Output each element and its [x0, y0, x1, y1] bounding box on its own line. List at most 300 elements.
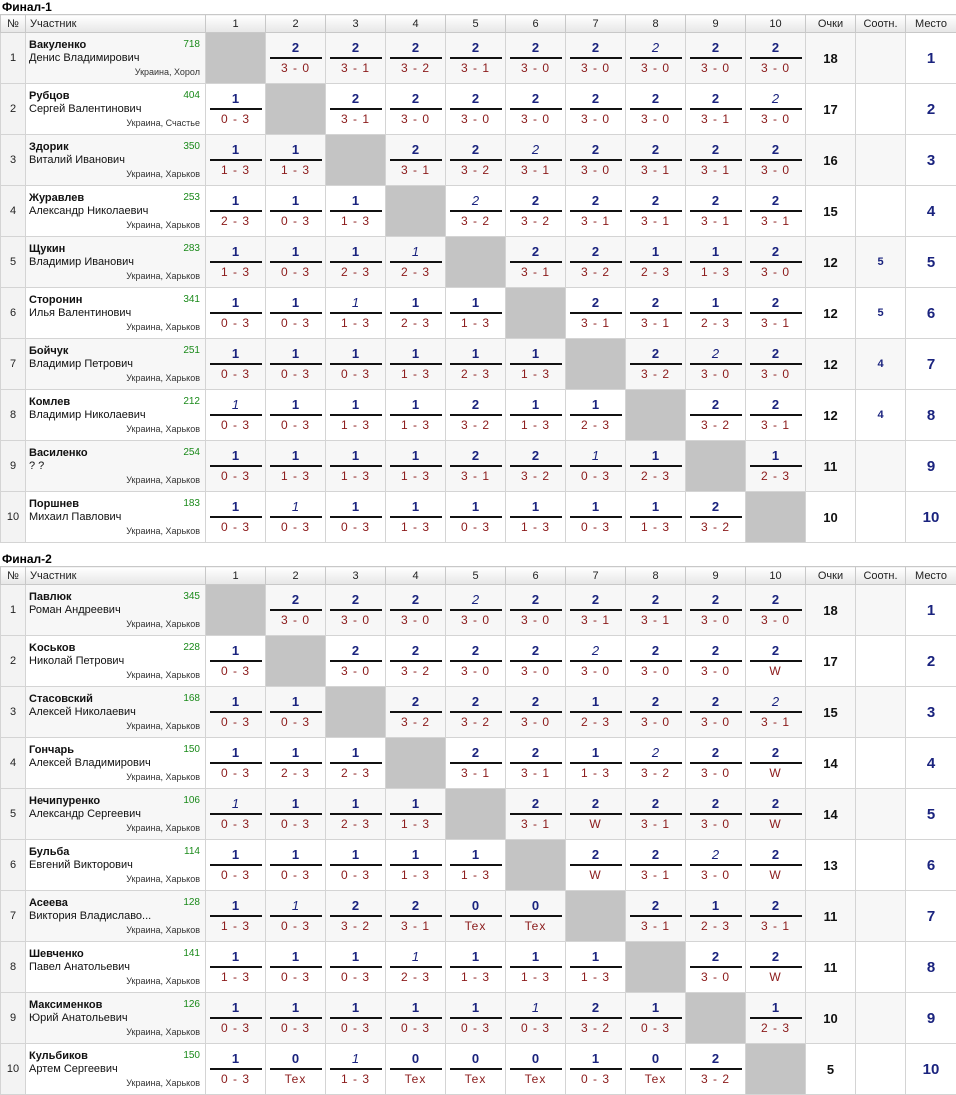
game-cell[interactable]	[746, 993, 806, 1044]
game-cell[interactable]	[206, 1044, 266, 1095]
game-cell[interactable]	[566, 993, 626, 1044]
game-cell[interactable]	[746, 33, 806, 84]
game-cell[interactable]	[626, 84, 686, 135]
game-cell[interactable]	[326, 237, 386, 288]
col-header-points[interactable]: Очки	[806, 567, 856, 585]
game-divider	[330, 762, 382, 764]
game-cell[interactable]	[446, 441, 506, 492]
game-cell[interactable]	[446, 84, 506, 135]
game-cell[interactable]	[506, 687, 566, 738]
game-score: 3 - 1	[521, 766, 550, 781]
player-last-name[interactable]: Комлев	[29, 396, 70, 408]
game-cell[interactable]	[626, 687, 686, 738]
game-cell[interactable]	[206, 84, 266, 135]
game-cell[interactable]	[446, 585, 506, 636]
game-points: 1	[412, 796, 419, 812]
game-cell[interactable]	[386, 492, 446, 543]
game-cell[interactable]	[746, 441, 806, 492]
game-points: 2	[412, 40, 419, 56]
game-cell[interactable]	[266, 942, 326, 993]
game-cell[interactable]	[326, 441, 386, 492]
player-last-name[interactable]: Василенко	[29, 447, 88, 459]
col-header-opponent[interactable]: 5	[446, 567, 506, 585]
game-cell[interactable]	[386, 585, 446, 636]
col-header-player[interactable]: Участник	[26, 15, 206, 33]
player-last-name[interactable]: Щукин	[29, 243, 65, 255]
player-cell[interactable]	[26, 636, 206, 687]
col-header-opponent[interactable]: 3	[326, 15, 386, 33]
game-cell[interactable]	[686, 237, 746, 288]
player-last-name[interactable]: Павлюк	[29, 591, 72, 603]
game-cell[interactable]	[446, 942, 506, 993]
col-header-opponent[interactable]: 9	[686, 15, 746, 33]
player-last-name[interactable]: Вакуленко	[29, 39, 86, 51]
game-points: 1	[592, 745, 599, 761]
col-header-opponent[interactable]: 2	[266, 567, 326, 585]
game-cell[interactable]	[506, 390, 566, 441]
game-cell[interactable]	[626, 891, 686, 942]
game-cell[interactable]	[266, 585, 326, 636]
game-cell[interactable]	[506, 585, 566, 636]
game-cell[interactable]	[326, 390, 386, 441]
game-result	[566, 1044, 625, 1094]
col-header-num[interactable]: №	[1, 15, 26, 33]
game-cell[interactable]	[506, 993, 566, 1044]
game-cell[interactable]	[326, 942, 386, 993]
game-cell[interactable]	[446, 492, 506, 543]
game-cell[interactable]	[266, 441, 326, 492]
game-cell[interactable]	[746, 339, 806, 390]
player-city: Украина, Харьков	[126, 976, 200, 986]
game-cell[interactable]	[506, 237, 566, 288]
game-cell[interactable]	[266, 738, 326, 789]
game-cell[interactable]	[326, 993, 386, 1044]
game-cell[interactable]	[626, 492, 686, 543]
game-cell[interactable]	[686, 390, 746, 441]
col-header-ratio[interactable]: Соотн.	[856, 567, 906, 585]
game-cell[interactable]	[386, 789, 446, 840]
game-cell[interactable]	[746, 186, 806, 237]
game-cell[interactable]	[566, 186, 626, 237]
game-cell[interactable]	[266, 288, 326, 339]
game-cell[interactable]	[566, 687, 626, 738]
game-cell[interactable]	[626, 789, 686, 840]
game-cell[interactable]	[206, 687, 266, 738]
game-cell[interactable]	[506, 84, 566, 135]
col-header-opponent[interactable]: 9	[686, 567, 746, 585]
player-cell[interactable]	[26, 237, 206, 288]
game-cell[interactable]	[746, 288, 806, 339]
game-cell[interactable]	[686, 585, 746, 636]
game-cell[interactable]	[326, 84, 386, 135]
player-cell[interactable]	[26, 33, 206, 84]
game-cell[interactable]	[506, 492, 566, 543]
self-cell	[446, 789, 506, 840]
game-cell[interactable]	[506, 186, 566, 237]
game-score: 1 - 3	[341, 316, 370, 331]
game-cell[interactable]	[206, 339, 266, 390]
game-cell[interactable]	[686, 1044, 746, 1095]
col-header-opponent[interactable]: 1	[206, 15, 266, 33]
player-last-name[interactable]: Бульба	[29, 846, 69, 858]
game-points: 1	[292, 346, 299, 362]
game-cell[interactable]	[566, 789, 626, 840]
game-result	[686, 942, 745, 992]
col-header-num[interactable]: №	[1, 567, 26, 585]
game-cell[interactable]	[386, 1044, 446, 1095]
player-cell[interactable]	[26, 789, 206, 840]
game-cell[interactable]	[446, 1044, 506, 1095]
game-result	[206, 840, 265, 890]
col-header-opponent[interactable]: 10	[746, 15, 806, 33]
game-cell[interactable]	[206, 942, 266, 993]
game-cell[interactable]	[566, 390, 626, 441]
col-header-ratio[interactable]: Соотн.	[856, 15, 906, 33]
game-cell[interactable]	[206, 789, 266, 840]
game-cell[interactable]	[746, 789, 806, 840]
player-cell[interactable]	[26, 993, 206, 1044]
player-last-name[interactable]: Кульбиков	[29, 1050, 88, 1062]
game-cell[interactable]	[326, 288, 386, 339]
game-cell[interactable]	[566, 135, 626, 186]
game-cell[interactable]	[206, 441, 266, 492]
game-cell[interactable]	[746, 840, 806, 891]
ratio-value	[856, 492, 906, 543]
game-result	[326, 840, 385, 890]
game-cell[interactable]	[686, 738, 746, 789]
game-cell[interactable]	[446, 891, 506, 942]
game-score: 3 - 2	[641, 367, 670, 382]
col-header-opponent[interactable]: 1	[206, 567, 266, 585]
player-first-name: Евгений Викторович	[29, 859, 133, 871]
game-divider	[330, 1068, 382, 1070]
col-header-opponent[interactable]: 4	[386, 567, 446, 585]
game-result	[386, 1044, 445, 1094]
ratio-value: 4	[856, 339, 906, 390]
game-cell[interactable]	[386, 33, 446, 84]
game-score: 3 - 0	[281, 613, 310, 628]
game-cell[interactable]	[566, 492, 626, 543]
game-cell[interactable]	[386, 390, 446, 441]
game-cell[interactable]	[566, 636, 626, 687]
game-cell[interactable]	[626, 135, 686, 186]
game-cell[interactable]	[626, 993, 686, 1044]
player-cell[interactable]	[26, 891, 206, 942]
game-result	[386, 585, 445, 635]
final-2-section	[0, 552, 956, 1095]
player-last-name[interactable]: Стасовский	[29, 693, 93, 705]
row-number: 8	[1, 390, 26, 441]
player-city: Украина, Харьков	[126, 823, 200, 833]
game-cell[interactable]	[506, 339, 566, 390]
game-cell[interactable]	[566, 942, 626, 993]
game-cell[interactable]	[446, 636, 506, 687]
player-cell[interactable]	[26, 738, 206, 789]
game-cell[interactable]	[746, 84, 806, 135]
col-header-opponent[interactable]: 8	[626, 15, 686, 33]
game-cell[interactable]	[386, 135, 446, 186]
player-last-name[interactable]: Асеева	[29, 897, 68, 909]
game-cell[interactable]	[266, 186, 326, 237]
game-cell[interactable]	[266, 789, 326, 840]
player-cell[interactable]	[26, 390, 206, 441]
game-cell[interactable]	[506, 738, 566, 789]
col-header-opponent[interactable]: 2	[266, 15, 326, 33]
game-score: 1 - 3	[461, 970, 490, 985]
game-cell[interactable]	[746, 942, 806, 993]
game-cell[interactable]	[746, 390, 806, 441]
col-header-opponent[interactable]: 6	[506, 567, 566, 585]
game-cell[interactable]	[566, 33, 626, 84]
game-cell[interactable]	[386, 237, 446, 288]
col-header-opponent[interactable]: 4	[386, 15, 446, 33]
game-cell[interactable]	[506, 1044, 566, 1095]
player-cell[interactable]	[26, 441, 206, 492]
game-cell[interactable]	[266, 492, 326, 543]
game-cell[interactable]	[566, 1044, 626, 1095]
player-last-name[interactable]: Поршнев	[29, 498, 79, 510]
game-divider	[510, 660, 562, 662]
player-first-name: Владимир Иванович	[29, 256, 134, 268]
game-cell[interactable]	[446, 687, 506, 738]
game-cell[interactable]	[326, 33, 386, 84]
game-cell[interactable]	[266, 687, 326, 738]
col-header-place[interactable]: Место	[906, 567, 956, 585]
player-cell[interactable]	[26, 84, 206, 135]
game-cell[interactable]	[206, 492, 266, 543]
game-cell[interactable]	[686, 636, 746, 687]
game-cell[interactable]	[746, 687, 806, 738]
game-cell[interactable]	[626, 339, 686, 390]
game-cell[interactable]	[746, 738, 806, 789]
game-cell[interactable]	[326, 492, 386, 543]
player-last-name[interactable]: Рубцов	[29, 90, 70, 102]
player-last-name[interactable]: Бойчук	[29, 345, 68, 357]
game-cell[interactable]	[566, 441, 626, 492]
game-points: 1	[232, 949, 239, 965]
game-points: 1	[592, 448, 599, 464]
game-cell[interactable]	[686, 942, 746, 993]
game-cell[interactable]	[686, 339, 746, 390]
game-cell[interactable]	[446, 288, 506, 339]
game-cell[interactable]	[566, 738, 626, 789]
game-cell[interactable]	[386, 84, 446, 135]
game-cell[interactable]	[446, 840, 506, 891]
game-cell[interactable]	[266, 1044, 326, 1095]
game-cell[interactable]	[386, 441, 446, 492]
col-header-opponent[interactable]: 5	[446, 15, 506, 33]
game-cell[interactable]	[746, 237, 806, 288]
col-header-opponent[interactable]: 3	[326, 567, 386, 585]
game-cell[interactable]	[326, 789, 386, 840]
game-cell[interactable]	[626, 288, 686, 339]
game-cell[interactable]	[566, 840, 626, 891]
game-cell[interactable]	[386, 891, 446, 942]
game-cell[interactable]	[206, 186, 266, 237]
game-cell[interactable]	[386, 942, 446, 993]
game-cell[interactable]	[746, 585, 806, 636]
player-cell[interactable]	[26, 492, 206, 543]
player-last-name[interactable]: Нечипуренко	[29, 795, 100, 807]
game-cell[interactable]	[266, 840, 326, 891]
game-cell[interactable]	[206, 993, 266, 1044]
game-cell[interactable]	[626, 840, 686, 891]
game-divider	[210, 813, 262, 815]
game-cell[interactable]	[686, 840, 746, 891]
game-cell[interactable]	[626, 33, 686, 84]
ratio-value	[856, 441, 906, 492]
player-last-name[interactable]: Шевченко	[29, 948, 84, 960]
game-cell[interactable]	[446, 738, 506, 789]
game-cell[interactable]	[266, 339, 326, 390]
game-cell[interactable]	[326, 840, 386, 891]
player-cell[interactable]	[26, 186, 206, 237]
game-cell[interactable]	[566, 84, 626, 135]
game-cell[interactable]	[506, 942, 566, 993]
player-cell[interactable]	[26, 339, 206, 390]
game-cell[interactable]	[506, 891, 566, 942]
game-points: 1	[292, 847, 299, 863]
total-points: 18	[806, 33, 856, 84]
game-cell[interactable]	[446, 390, 506, 441]
game-result	[686, 840, 745, 890]
player-cell[interactable]	[26, 288, 206, 339]
game-score: W	[769, 817, 781, 832]
game-points: 1	[412, 346, 419, 362]
game-cell[interactable]	[686, 891, 746, 942]
player-cell[interactable]	[26, 1044, 206, 1095]
game-cell[interactable]	[326, 585, 386, 636]
game-cell[interactable]	[626, 636, 686, 687]
game-cell[interactable]	[386, 339, 446, 390]
game-cell[interactable]	[326, 1044, 386, 1095]
game-cell[interactable]	[686, 186, 746, 237]
game-divider	[390, 711, 442, 713]
game-cell[interactable]	[746, 891, 806, 942]
game-cell[interactable]	[566, 288, 626, 339]
game-cell[interactable]	[386, 687, 446, 738]
game-cell[interactable]	[206, 237, 266, 288]
game-cell[interactable]	[506, 441, 566, 492]
col-header-opponent[interactable]: 10	[746, 567, 806, 585]
game-cell[interactable]	[506, 135, 566, 186]
col-header-opponent[interactable]: 7	[566, 567, 626, 585]
game-cell[interactable]	[446, 33, 506, 84]
game-cell[interactable]	[206, 135, 266, 186]
game-cell[interactable]	[566, 585, 626, 636]
game-result	[686, 84, 745, 134]
game-cell[interactable]	[506, 33, 566, 84]
game-cell[interactable]	[566, 237, 626, 288]
col-header-place[interactable]: Место	[906, 15, 956, 33]
game-cell[interactable]	[266, 135, 326, 186]
game-cell[interactable]	[446, 993, 506, 1044]
game-cell[interactable]	[746, 636, 806, 687]
game-cell[interactable]	[266, 390, 326, 441]
game-cell[interactable]	[686, 84, 746, 135]
game-cell[interactable]	[386, 636, 446, 687]
game-cell[interactable]	[686, 135, 746, 186]
game-cell[interactable]	[626, 441, 686, 492]
col-header-points[interactable]: Очки	[806, 15, 856, 33]
game-cell[interactable]	[266, 237, 326, 288]
col-header-opponent[interactable]: 7	[566, 15, 626, 33]
game-cell[interactable]	[686, 789, 746, 840]
place-value: 5	[906, 237, 956, 288]
player-last-name[interactable]: Сторонин	[29, 294, 82, 306]
player-last-name[interactable]: Максименков	[29, 999, 102, 1011]
game-points: 2	[292, 592, 299, 608]
col-header-opponent[interactable]: 6	[506, 15, 566, 33]
player-last-name[interactable]: Здорик	[29, 141, 69, 153]
game-cell[interactable]	[206, 840, 266, 891]
player-cell[interactable]	[26, 585, 206, 636]
game-cell[interactable]	[326, 891, 386, 942]
game-cell[interactable]	[206, 891, 266, 942]
game-cell[interactable]	[506, 636, 566, 687]
game-cell[interactable]	[686, 492, 746, 543]
game-cell[interactable]	[626, 186, 686, 237]
game-cell[interactable]	[266, 993, 326, 1044]
game-points: 2	[472, 142, 479, 158]
col-header-player[interactable]: Участник	[26, 567, 206, 585]
game-cell[interactable]	[206, 288, 266, 339]
game-result	[446, 687, 505, 737]
game-cell[interactable]	[326, 339, 386, 390]
col-header-opponent[interactable]: 8	[626, 567, 686, 585]
game-cell[interactable]	[206, 738, 266, 789]
player-cell[interactable]	[26, 687, 206, 738]
player-first-name: Денис Владимирович	[29, 52, 139, 64]
self-cell	[266, 84, 326, 135]
game-cell[interactable]	[386, 288, 446, 339]
game-cell[interactable]	[686, 33, 746, 84]
game-cell[interactable]	[506, 789, 566, 840]
game-score: 0 - 3	[281, 715, 310, 730]
player-last-name[interactable]: Журавлев	[29, 192, 84, 204]
game-cell[interactable]	[326, 186, 386, 237]
game-cell[interactable]	[266, 891, 326, 942]
game-cell[interactable]	[626, 738, 686, 789]
player-last-name[interactable]: Гончарь	[29, 744, 74, 756]
game-cell[interactable]	[446, 339, 506, 390]
player-cell[interactable]	[26, 135, 206, 186]
game-cell[interactable]	[266, 33, 326, 84]
game-cell[interactable]	[446, 186, 506, 237]
player-cell[interactable]	[26, 942, 206, 993]
game-cell[interactable]	[686, 288, 746, 339]
player-cell[interactable]	[26, 840, 206, 891]
game-cell[interactable]	[326, 738, 386, 789]
game-score: 1 - 3	[341, 469, 370, 484]
game-divider	[450, 210, 502, 212]
player-last-name[interactable]: Koськов	[29, 642, 75, 654]
game-points: 1	[232, 295, 239, 311]
game-cell[interactable]	[626, 585, 686, 636]
game-points: 2	[412, 898, 419, 914]
game-cell[interactable]	[626, 237, 686, 288]
game-cell[interactable]	[446, 135, 506, 186]
game-cell[interactable]	[206, 636, 266, 687]
game-cell[interactable]	[326, 636, 386, 687]
game-cell[interactable]	[386, 840, 446, 891]
game-cell[interactable]	[626, 1044, 686, 1095]
game-cell[interactable]	[206, 390, 266, 441]
game-divider	[330, 414, 382, 416]
game-cell[interactable]	[746, 135, 806, 186]
game-cell[interactable]	[386, 993, 446, 1044]
game-cell[interactable]	[686, 687, 746, 738]
